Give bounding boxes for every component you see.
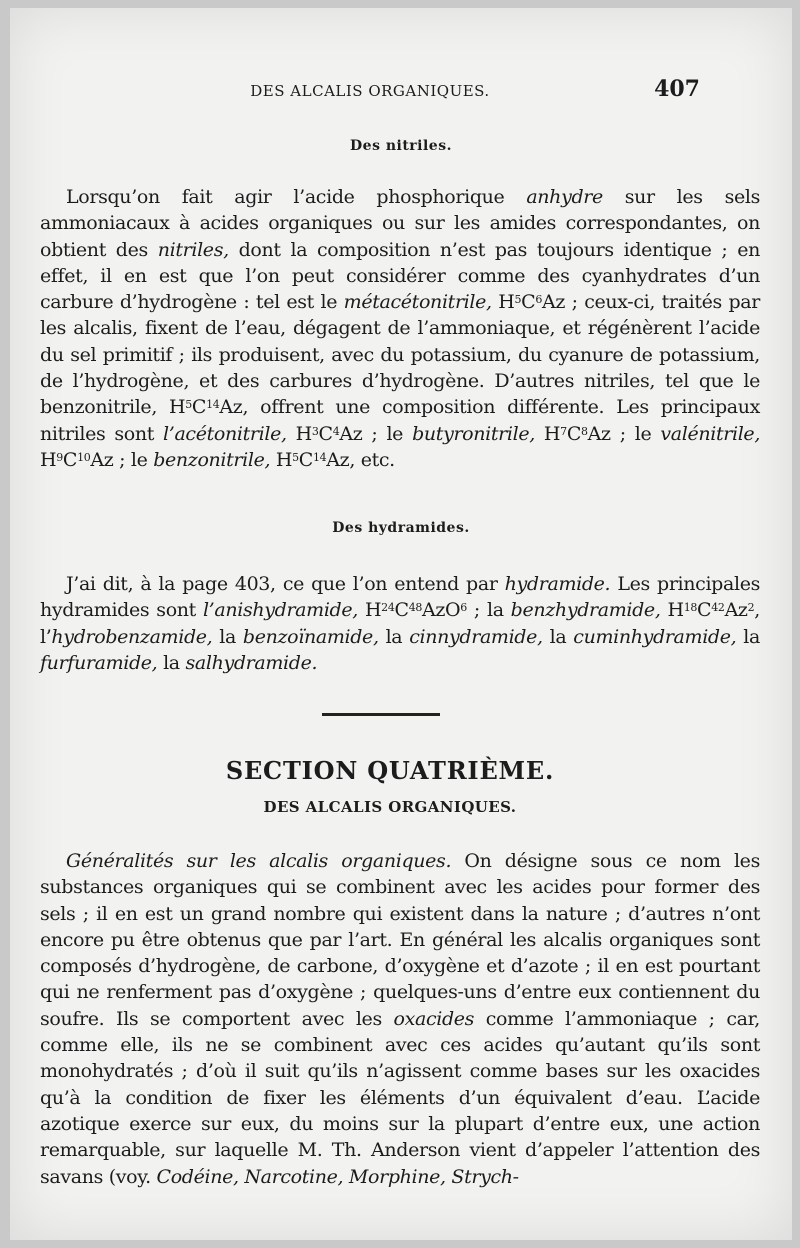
hydramides-heading: Des hydramides. xyxy=(332,520,470,536)
section-subtitle: DES ALCALIS ORGANIQUES. xyxy=(263,798,517,816)
generalites-paragraph: Généralités sur les alcalis organiques. On désigne sous ce nom les substances organiques qui se combinent avec les acides pour former des sels ; il en est un grand nombre qui existent dans la nature ; d’autres n’ont encore pu être obtenus que par l’art. En général les alcalis organiques sont composés d’hydrogène, de carbone, d’oxygène et d’azote ; il en est pourtant qui ne renferment pas d’oxygène ; quelques-uns d’entre eux contiennent du soufre. Ils se comportent avec les oxacides comme l’ammoniaque ; car, comme elle, ils ne se combinent avec ces acides qu’autant qu’ils sont monohydratés ; d’où il suit qu’ils n’agissent comme bases sur les oxacides qu’à la condition de fixer les éléments d’un équivalent d’eau. L’acide azotique exerce sur eux, du moins sur la plupart d’entre eux, une action remarquable, sur laquelle M. Th. Anderson vient d’appeler l’attention des savans (voy. Codéine, Narcotine, Morphine, Strych- xyxy=(40,850,760,1188)
page-number: 407 xyxy=(654,76,700,102)
section-title: SECTION QUATRIÈME. xyxy=(225,756,555,785)
hydramides-paragraph: J’ai dit, à la page 403, ce que l’on entend par hydramide. Les principales hydramides sont l’anishydramide, $H^{24}C^{48}AzO^6$ ; la benzhydramide, $H^{18}C^{42}Az^2$, l’hydrobenzamide, la benzoïnamide, la cinnydramide, la cuminhydramide, la furfuramide, la salhydramide. xyxy=(40,573,760,674)
nitriles-heading: Des nitriles. xyxy=(350,138,452,154)
nitriles-paragraph: Lorsqu’on fait agir l’acide phosphorique anhydre sur les sels ammoniacaux à acides organiques ou sur les amides correspondantes, on obtient des nitriles, dont la composition n’est pas toujours identique ; en effet, il en est que l’on peut considérer comme des cyanhydrates d’un carbure d’hydrogène : tel est le métacétonitrile, $H^5C^6Az$ ; ceux-ci, traités par les alcalis, fixent de l’eau, dégagent de l’ammoniaque, et régénèrent l’acide du sel primitif ; ils produisent, avec du potassium, du cyanure de potassium, de l’hydrogène, et des carbures d’hydrogène. D’autres nitriles, tel que le benzonitrile, $H^5C^{14}Az$, offrent une composition différente. Les principaux nitriles sont l’acétonitrile, $H^3C^4Az$ ; le butyronitrile, $H^7C^8Az$ ; le valénitrile, $H^9C^{10}Az$ ; le benzonitrile, $H^5C^{14}Az$, etc. xyxy=(40,186,761,471)
book-page xyxy=(10,8,792,1240)
running-head xyxy=(10,76,792,106)
running-title: DES ALCALIS ORGANIQUES. xyxy=(250,82,490,100)
section-divider xyxy=(322,713,440,716)
